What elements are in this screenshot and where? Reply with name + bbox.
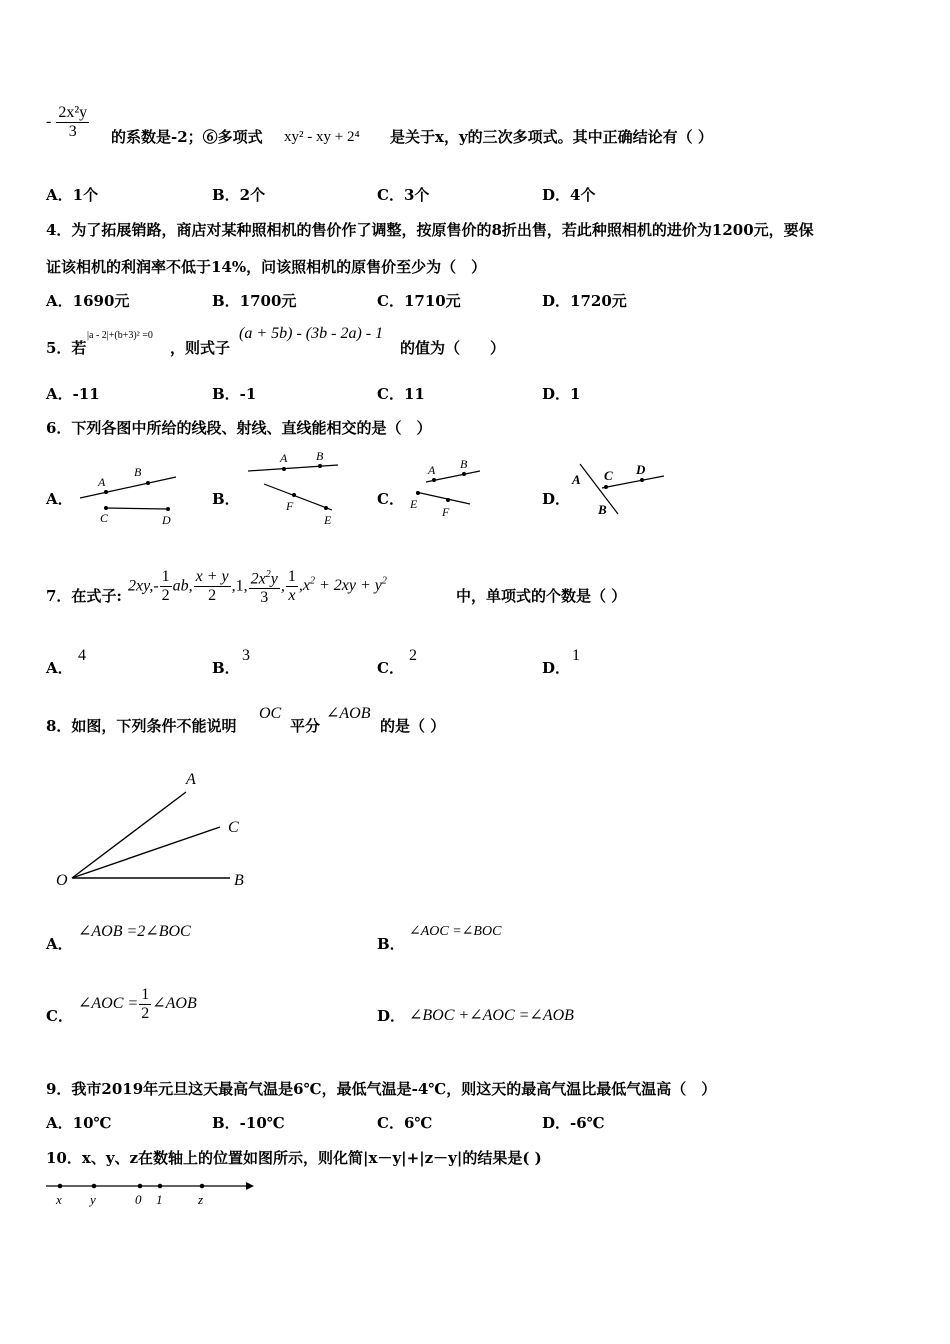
q7-option-c-value: 2 bbox=[409, 647, 417, 664]
fig-a-segment-cd bbox=[106, 508, 168, 509]
q3-text-b: 是关于x，y的三次多项式。其中正确结论有（ ） bbox=[390, 128, 713, 146]
q7-option-c[interactable]: C． bbox=[377, 659, 404, 677]
fig-c-label-e: E bbox=[410, 497, 418, 511]
point-z bbox=[200, 1184, 205, 1189]
fig-c-label-a: A bbox=[428, 463, 436, 477]
point-0 bbox=[138, 1184, 143, 1189]
fig-a-point-a bbox=[104, 490, 108, 494]
fig-a-point-b bbox=[146, 481, 150, 485]
q8-option-a-expr: ∠AOB =2∠BOC bbox=[78, 923, 191, 940]
q8-prefix: 8．如图，下列条件不能说明 bbox=[46, 717, 237, 735]
point-x bbox=[58, 1184, 63, 1189]
q6-option-d[interactable]: D． bbox=[542, 490, 571, 508]
fig-c-label-f: F bbox=[442, 505, 450, 519]
q6-figure-a bbox=[76, 460, 186, 530]
q8-opt-c-right: ∠AOB bbox=[152, 995, 197, 1013]
q3-frac-den: 3 bbox=[68, 123, 77, 140]
fig-c-point-b bbox=[462, 472, 466, 476]
q5-suffix: 的值为（ ） bbox=[400, 339, 506, 357]
q3-option-d[interactable]: D．4个 bbox=[542, 186, 596, 204]
q8-suffix: 的是（ ） bbox=[380, 717, 446, 735]
q8-option-c-expr bbox=[78, 986, 197, 1023]
q9-option-b[interactable]: B．-10℃ bbox=[212, 1114, 285, 1132]
fig-b-line-ab bbox=[248, 465, 338, 471]
q7-expressions: 2xy,- $\frac{1}{2}$ ab, $\frac{x + y}{2}$ ,1, $\frac{2x^2y}{3}$ , $\frac{1}{x}$ $,x^2 + 2xy + y^2$ bbox=[128, 566, 387, 607]
q8-aob: ∠AOB bbox=[326, 705, 371, 722]
q3-fraction bbox=[56, 104, 89, 141]
q8-mid: 平分 bbox=[290, 717, 321, 735]
label-1: 1 bbox=[156, 1192, 163, 1207]
q3-frac-expr bbox=[46, 104, 90, 141]
q9-stem: 9．我市2019年元旦这天最高气温是6℃，最低气温是-4℃，则这天的最高气温比最低气温高（ ） bbox=[46, 1080, 717, 1098]
q8-option-c[interactable]: C． bbox=[46, 1007, 73, 1025]
q8-angle-figure bbox=[50, 765, 260, 895]
q6-stem: 6．下列各图中所给的线段、射线、直线能相交的是（ ） bbox=[46, 419, 432, 437]
axis-arrow bbox=[246, 1182, 254, 1190]
q7-option-a[interactable]: A． bbox=[46, 659, 73, 677]
label-z: z bbox=[198, 1192, 204, 1207]
q3-text-a: 的系数是-2；⑥多项式 bbox=[111, 128, 263, 146]
label-c: C bbox=[228, 819, 239, 836]
fig-b-ray-fe bbox=[264, 484, 332, 510]
q8-option-a[interactable]: A． bbox=[46, 935, 73, 953]
label-x: x bbox=[56, 1192, 62, 1207]
fig-a-label-c: C bbox=[100, 511, 109, 525]
q5-mid: ，则式子 bbox=[170, 339, 231, 357]
fig-a-line-ab bbox=[80, 477, 176, 498]
q10-stem: 10．x、y、z在数轴上的位置如图所示，则化简|x－y|+|z－y|的结果是( ) bbox=[46, 1149, 542, 1167]
fig-a-label-b: B bbox=[134, 465, 142, 479]
q8-opt-c-left: ∠AOC = bbox=[78, 995, 139, 1013]
q8-option-b[interactable]: B． bbox=[377, 935, 405, 953]
q7-suffix: 中，单项式的个数是（ ） bbox=[456, 587, 627, 605]
point-y bbox=[92, 1184, 97, 1189]
ray-oc bbox=[72, 827, 220, 878]
label-b: B bbox=[234, 872, 244, 889]
q7-expr-2xy: 2xy,- bbox=[128, 577, 159, 595]
q4-option-d[interactable]: D．1720元 bbox=[542, 292, 627, 310]
q3-option-b[interactable]: B．2个 bbox=[212, 186, 266, 204]
q3-option-c[interactable]: C．3个 bbox=[377, 186, 430, 204]
fig-d-point-c bbox=[604, 485, 608, 489]
q6-option-b[interactable]: B． bbox=[212, 490, 240, 508]
q7-option-a-value: 4 bbox=[78, 647, 86, 664]
fig-d-point-d bbox=[640, 478, 644, 482]
fig-b-label-f: F bbox=[286, 499, 294, 513]
q7-option-b[interactable]: B． bbox=[212, 659, 240, 677]
fig-b-label-a: A bbox=[280, 451, 288, 465]
q8-oc: OC bbox=[259, 705, 282, 722]
fig-a-point-c bbox=[104, 506, 108, 510]
label-o: O bbox=[56, 872, 68, 889]
q4-option-b[interactable]: B．1700元 bbox=[212, 292, 297, 310]
fig-b-label-b: B bbox=[316, 449, 324, 463]
q6-option-c[interactable]: C． bbox=[377, 490, 404, 508]
fig-b-point-e bbox=[324, 506, 328, 510]
q7-frac-2x2y: $\frac{2x^2y}{3}$ bbox=[249, 566, 280, 607]
q9-option-d[interactable]: D．-6℃ bbox=[542, 1114, 605, 1132]
q3-poly: xy² - xy + 2⁴ bbox=[284, 129, 360, 145]
q7-prefix: 7．在式子: bbox=[46, 587, 122, 605]
q6-figure-b bbox=[246, 450, 346, 532]
fig-b-label-e: E bbox=[324, 513, 332, 527]
fig-a-point-d bbox=[166, 507, 170, 511]
fig-d-label-a: A bbox=[572, 472, 581, 487]
q8-opt-c-frac: $\frac{1}{2}$ bbox=[141, 986, 150, 1022]
q10-number-line bbox=[44, 1176, 256, 1210]
q4-option-c[interactable]: C．1710元 bbox=[377, 292, 461, 310]
fig-b-point-f bbox=[292, 493, 296, 497]
q6-figure-d bbox=[568, 458, 672, 520]
fig-d-label-c: C bbox=[604, 468, 613, 483]
fig-a-label-d: D bbox=[162, 513, 171, 527]
q5-condition: |a - 2|+(b+3)² =0 bbox=[87, 330, 153, 341]
q3-frac-num: 2x²y bbox=[58, 104, 88, 121]
q7-option-d[interactable]: D． bbox=[542, 659, 571, 677]
fig-c-point-e bbox=[416, 491, 420, 495]
q9-option-a[interactable]: A．10℃ bbox=[46, 1114, 112, 1132]
label-y: y bbox=[90, 1192, 96, 1207]
q6-figure-c bbox=[408, 456, 488, 522]
fig-c-point-f bbox=[446, 498, 450, 502]
q5-expr: (a + 5b) - (3b - 2a) - 1 bbox=[239, 325, 384, 342]
q7-frac-half: $\frac{1}{2}$ bbox=[161, 568, 170, 605]
q6-option-a[interactable]: A． bbox=[46, 490, 73, 508]
fig-a-label-a: A bbox=[98, 475, 106, 489]
fig-b-point-b bbox=[318, 464, 322, 468]
fig-c-segment-ef bbox=[416, 492, 470, 504]
label-a: A bbox=[186, 771, 196, 788]
q8-option-d-expr: ∠BOC +∠AOC =∠AOB bbox=[409, 1007, 574, 1024]
q5-prefix: 5．若 bbox=[46, 339, 87, 357]
q8-option-d[interactable]: D． bbox=[377, 1007, 406, 1025]
fig-b-point-a bbox=[282, 467, 286, 471]
q4-line1: 4．为了拓展销路，商店对某种照相机的售价作了调整，按原售价的8折出售，若此种照相机的进价为1200元，要保 bbox=[46, 221, 814, 239]
q5-option-c[interactable]: C．11 bbox=[377, 385, 425, 403]
fig-c-point-a bbox=[432, 478, 436, 482]
fig-d-label-d: D bbox=[636, 462, 646, 477]
ray-oa bbox=[72, 792, 186, 878]
label-0: 0 bbox=[135, 1192, 142, 1207]
q5-option-b[interactable]: B．-1 bbox=[212, 385, 257, 403]
point-1 bbox=[158, 1184, 163, 1189]
q7-option-d-value: 1 bbox=[572, 647, 580, 664]
q7-frac-xy: $\frac{x + y}{2}$ bbox=[195, 568, 229, 605]
q9-option-c[interactable]: C．6℃ bbox=[377, 1114, 433, 1132]
q4-option-a[interactable]: A．1690元 bbox=[46, 292, 130, 310]
q7-option-b-value: 3 bbox=[242, 647, 250, 664]
fig-d-label-b: B bbox=[598, 502, 607, 517]
q7-frac-1x: $\frac{1}{x}$ bbox=[287, 568, 296, 605]
q5-option-d[interactable]: D．1 bbox=[542, 385, 581, 403]
q3-option-a[interactable]: A．1个 bbox=[46, 186, 99, 204]
q8-option-b-expr: ∠AOC =∠BOC bbox=[409, 924, 502, 939]
q3-minus: - bbox=[46, 113, 56, 131]
q5-option-a[interactable]: A．-11 bbox=[46, 385, 100, 403]
fig-c-label-b: B bbox=[460, 457, 468, 471]
q4-line2: 证该相机的利润率不低于14%，问该照相机的原售价至少为（ ） bbox=[46, 258, 487, 276]
